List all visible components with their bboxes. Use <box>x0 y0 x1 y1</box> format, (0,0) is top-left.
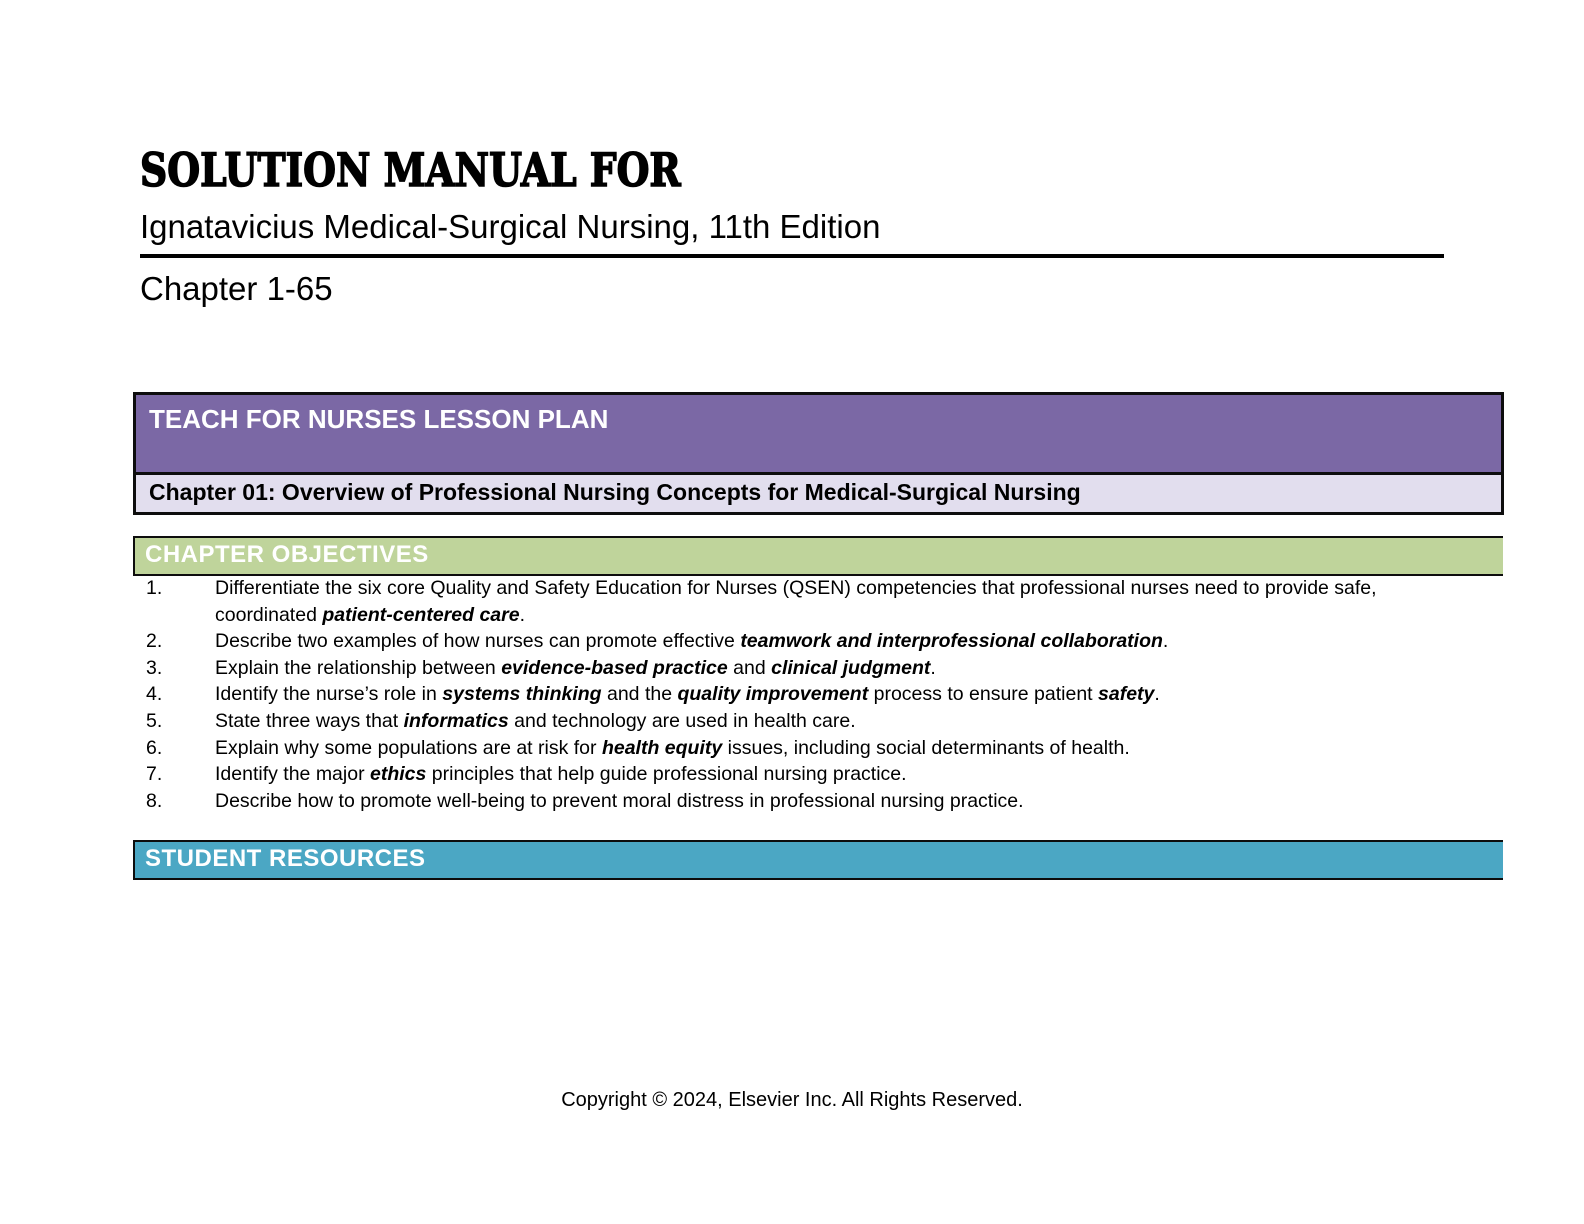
objective-item <box>133 761 1478 788</box>
objective-text: State three ways that informatics and technology are used in health care. <box>215 709 856 732</box>
objectives-list <box>133 575 1478 814</box>
objective-number: 6. <box>146 736 163 759</box>
objective-text: Describe how to promote well-being to prevent moral distress in professional nursing practice. <box>215 789 1024 812</box>
objective-item <box>133 708 1478 735</box>
lesson-plan-chapter-title: Chapter 01: Overview of Professional Nursing Concepts for Medical-Surgical Nursing <box>136 472 1501 512</box>
objective-number: 5. <box>146 709 163 732</box>
objective-text: Explain why some populations are at risk for health equity issues, including social determinants of health. <box>215 736 1130 759</box>
objective-item <box>133 575 1478 628</box>
chapter-objectives-heading: CHAPTER OBJECTIVES <box>133 536 1503 576</box>
header-divider <box>140 254 1444 258</box>
objective-text: Explain the relationship between evidence-based practice and clinical judgment. <box>215 656 936 679</box>
objective-text: Identify the nurse’s role in systems thinking and the quality improvement process to ensure patient safety. <box>215 683 1160 706</box>
objective-number: 4. <box>146 683 163 706</box>
objective-number: 8. <box>146 789 163 812</box>
chapter-range: Chapter 1-65 <box>140 270 333 308</box>
objective-item <box>133 628 1478 655</box>
objective-text: Describe two examples of how nurses can promote effective teamwork and interprofessional collaboration. <box>215 630 1169 653</box>
objective-number: 1. <box>146 577 163 599</box>
objective-item <box>133 735 1478 762</box>
objective-item <box>133 655 1478 682</box>
objective-text: Identify the major ethics principles that help guide professional nursing practice. <box>215 763 907 786</box>
objective-number: 3. <box>146 656 163 679</box>
objective-number: 7. <box>146 763 163 786</box>
document-title: SOLUTION MANUAL FOR <box>140 143 681 197</box>
document-subtitle: Ignatavicius Medical-Surgical Nursing, 11th Edition <box>140 208 881 246</box>
student-resources-heading: STUDENT RESOURCES <box>133 840 1503 880</box>
objective-item <box>133 788 1478 815</box>
lesson-plan-title: TEACH FOR NURSES LESSON PLAN <box>136 395 1501 472</box>
copyright-footer: Copyright © 2024, Elsevier Inc. All Rights Reserved. <box>561 1089 1023 1111</box>
objective-number: 2. <box>146 630 163 653</box>
objective-text: Differentiate the six core Quality and Safety Education for Nurses (QSEN) competencies that professional nurses need to provide safe, coordinated patient-centered care. <box>215 577 1377 626</box>
lesson-plan-banner <box>133 392 1504 515</box>
document-header <box>140 143 1450 308</box>
objective-item <box>133 681 1478 708</box>
